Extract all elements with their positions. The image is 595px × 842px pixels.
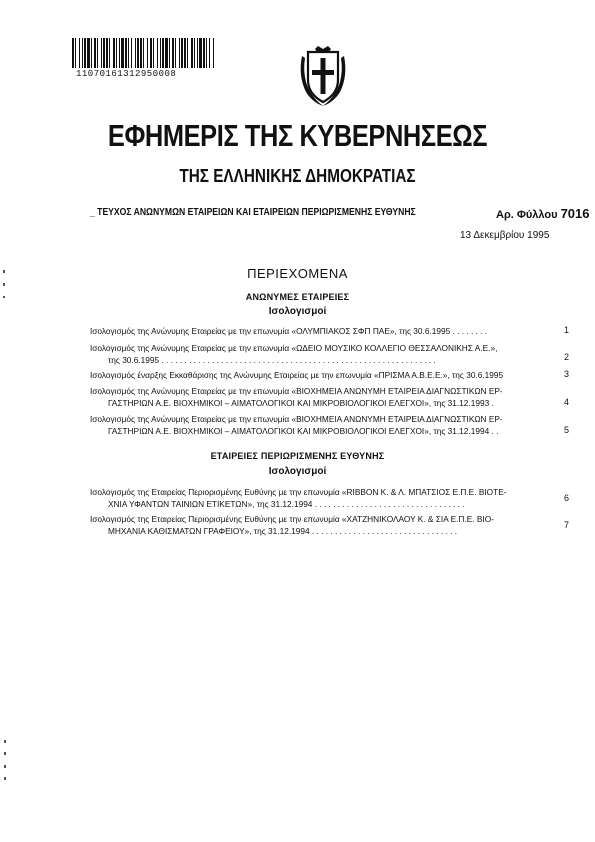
gazette-title: ΕΦΗΜΕΡΙΣ ΤΗΣ ΚΥΒΕΡΝΗΣΕΩΣ [107, 118, 488, 153]
series-title: _ ΤΕΥΧΟΣ ΑΝΩΝΥΜΩΝ ΕΤΑΙΡΕΙΩΝ ΚΑΙ ΕΤΑΙΡΕΙΩΝ ΠΕΡΙΩΡΙΣΜΕΝΗΣ ΕΥΘΥΝΗΣ [90, 206, 416, 218]
toc-entry: Ισολογισμός της Ανώνυμης Εταιρείας με την επωνυμία «ΩΔΕΙΟ ΜΟΥΣΙΚΟ ΚΟΛΛΕΓΙΟ ΘΕΣΣΑΛΟΝΙΚΗΣ Α.Ε.», της 30.6.1995 . . . . . . . . . . . . . . . . . . . . . . . . . . . . . . . . . . . . . . . . . . . . . . . . . . . . . . . . . . . . [90, 343, 498, 365]
scan-speck [4, 752, 6, 755]
toc-entry: Ισολογισμός της Εταιρείας Περιορισμένης Ευθύνης με την επωνυμία «RIBBON Κ. & Λ. ΜΠΑΤΣΙΟΣ Ε.Π.Ε. ΒΙΟΤΕ- ΧΝΙΑ ΥΦΑΝΤΩΝ ΤΑΙΝΙΩΝ ΕΤΙΚΕΤΩΝ», της 31.12.1994 . . . . . . . . . . . . . . . . . . . . . . . . . . . . . . . . . [90, 487, 507, 509]
toc-entry: Ισολογισμός της Εταιρείας Περιορισμένης Ευθύνης με την επωνυμία «ΧΑΤΖΗΝΙΚΟΛΑΟΥ Κ. & ΣΙΑ Ε.Π.Ε. ΒΙΟ- ΜΗΧΑΝΙΑ ΚΑΘΙΣΜΑΤΩΝ ΓΡΑΦΕΙΟΥ», της 31.12.1994 . . . . . . . . . . . . . . . . . . . . . . . . . . . . . . . . [90, 514, 494, 536]
issue-date: 13 Δεκεμβρίου 1995 [460, 230, 550, 241]
toc-entry: Ισολογισμός της Ανώνυμης Εταιρείας με την επωνυμία «ΟΛΥΜΠΙΑΚΟΣ ΣΦΠ ΠΑΕ», της 30.6.1995 . . . . . . . . [90, 326, 488, 336]
scan-speck [4, 777, 6, 780]
scan-speck [4, 740, 6, 743]
issue-number-block [496, 206, 590, 221]
toc-page-number: 7 [563, 520, 569, 530]
toc-entry: Ισολογισμός έναρξης Εκκαθάρισης της Ανώνυμης Εταιρείας με την επωνυμία «ΠΡΙΣΜΑ Α.Β.Ε.Ε.», της 30.6.1995 [90, 370, 504, 380]
section-heading-sa: ΑΝΩΝΥΜΕΣ ΕΤΑΙΡΕΙΕΣ [245, 292, 350, 302]
contents-title: ΠΕΡΙΕΧΟΜΕΝΑ [247, 266, 348, 281]
toc-page-number: 5 [563, 425, 569, 435]
scan-speck [3, 270, 5, 273]
greek-coat-of-arms-emblem [298, 46, 348, 110]
gazette-subtitle: ΤΗΣ ΕΛΛΗΝΙΚΗΣ ΔΗΜΟΚΡΑΤΙΑΣ [179, 166, 416, 186]
issue-number: 7016 [560, 206, 590, 221]
scan-speck [4, 765, 6, 768]
toc-page-number: 2 [563, 352, 569, 362]
section-subheading-epe: Ισολογισμοί [268, 466, 327, 477]
toc-page-number: 4 [563, 397, 569, 407]
section-subheading-sa: Ισολογισμοί [268, 306, 327, 317]
section-heading-epe: ΕΤΑΙΡΕΙΕΣ ΠΕΡΙΩΡΙΣΜΕΝΗΣ ΕΥΘΥΝΗΣ [210, 451, 385, 461]
barcode [72, 38, 214, 68]
toc-page-number: 6 [563, 493, 569, 503]
toc-page-number: 3 [563, 369, 569, 379]
scan-speck [3, 296, 5, 298]
toc-page-number: 1 [563, 325, 569, 335]
scan-speck [3, 283, 5, 286]
toc-entry: Ισολογισμός της Ανώνυμης Εταιρείας με την επωνυμία «ΒΙΟΧΗΜΕΙΑ ΑΝΩΝΥΜΗ ΕΤΑΙΡΕΙΑ ΔΙΑΓΝΩΣΤΙΚΩΝ ΕΡ- ΓΑΣΤΗΡΙΩΝ Α.Ε. ΒΙΟΧΗΜΙΚΟΙ – ΑΙΜΑΤΟΛΟΓΙΚΟΙ ΚΑΙ ΜΙΚΡΟΒΙΟΛΟΓΙΚΟΙ ΕΛΕΓΧΟΙ», της 31.12.1993 . [90, 386, 503, 408]
barcode-number: 11070161312950008 [76, 69, 177, 79]
issue-line [90, 206, 590, 221]
issue-label: Αρ. Φύλλου [496, 209, 558, 221]
toc-entry: Ισολογισμός της Ανώνυμης Εταιρείας με την επωνυμία «ΒΙΟΧΗΜΕΙΑ ΑΝΩΝΥΜΗ ΕΤΑΙΡΕΙΑ ΔΙΑΓΝΩΣΤΙΚΩΝ ΕΡ- ΓΑΣΤΗΡΙΩΝ Α.Ε. ΒΙΟΧΗΜΙΚΟΙ – ΑΙΜΑΤΟΛΟΓΙΚΟΙ ΚΑΙ ΜΙΚΡΟΒΙΟΛΟΓΙΚΟΙ ΕΛΕΓΧΟΙ», της 31.12.1994 . . [90, 414, 503, 436]
